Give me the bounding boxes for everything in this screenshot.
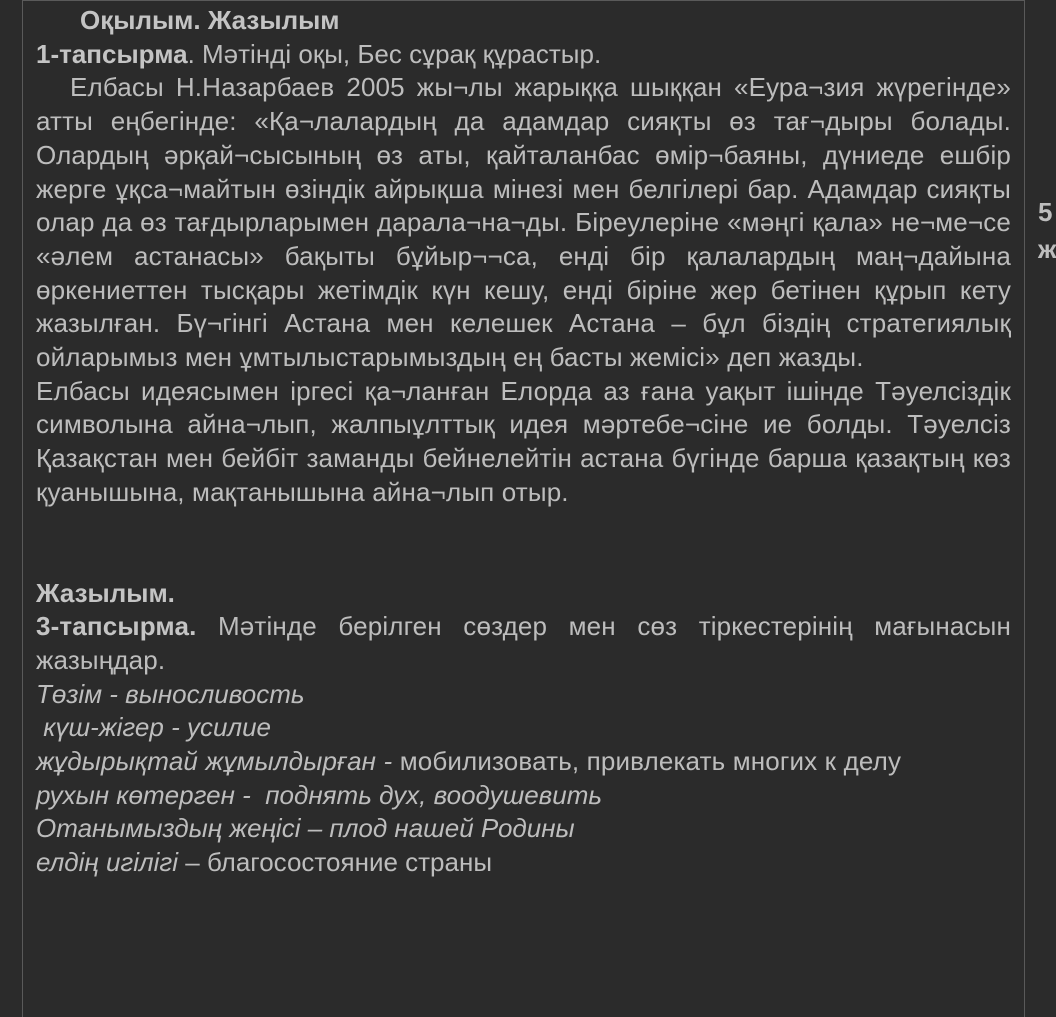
vocab-term: күш-жігер - усилие (36, 712, 272, 743)
document-body (36, 4, 1011, 880)
vocab-item-1 (36, 678, 1011, 712)
section-title-writing: Жазылым. (36, 577, 175, 608)
vocab-item-3 (36, 745, 1011, 779)
adjacent-column-text: ж (1038, 234, 1056, 264)
reading-paragraph-1: Елбасы Н.Назарбаев 2005 жы¬лы жарыққа шыққан «Еура¬зия жүрегінде» атты еңбегінде: «Қа¬лалардың да адамдар сияқты өз тағ¬дыры болады. Олардың әрқай¬сысының өз аты, қайталанбас өмір¬баяны, дүниеде ешбір жерге ұқса¬майтын өзіндік айрықша мінезі мен белгілері бар. Адамдар сияқты олар да өз тағдырларымен дарала¬на¬ды. Біреулеріне «мәңгі қала» не¬ме¬се «әлем астанасы» бақыты бұйыр¬¬са, енді бір қалалардың маң¬дайына өркениеттен тысқары жетімдік күн кешу, енді біріне жер бетінен құрып кету жазылған. Бү¬гінгі Астана мен келешек Астана – бұл біздің стратегиялық ойларымыз мен ұмтылыстарымыздың ең басты жемісі» деп жазды. (36, 72, 1011, 373)
vocab-term: Төзім - выносливость (36, 678, 305, 709)
vocab-item-2 (36, 711, 1011, 745)
vocab-item-5 (36, 812, 1011, 846)
adjacent-column-text: 5 (1038, 197, 1053, 227)
reading-paragraph-2: Елбасы идеясымен іргесі қа¬ланған Елорда аз ғана уақыт ішінде Тәуелсіздік символына айна¬лып, жалпыұлттық идея мәртебе¬сіне ие болды. Тәуелсіз Қазақстан мен бейбіт заманды бейнелейтін астана бүгінде барша қазақтың көз қуанышына, мақтанышына айна¬лып отыр. (36, 375, 1011, 507)
task-1-label: 1-тапсырма (36, 38, 188, 69)
spacer (36, 510, 1011, 577)
vocab-term: елдің игілігі (36, 847, 179, 878)
task-1 (36, 38, 1011, 72)
task-3-instruction: Мәтінде берілген сөздер мен сөз тіркестерінің мағынасын жазыңдар. (36, 611, 1011, 675)
vocab-term: Отанымыздың жеңісі – плод нашей Родины (36, 813, 575, 844)
vocab-item-6 (36, 846, 1011, 880)
vocab-item-4 (36, 779, 1011, 813)
vocab-translation: мобилизовать, привлекать многих к делу (399, 746, 902, 777)
vocab-term: рухын көтерген - поднять дух, воодушевить (36, 779, 603, 810)
task-3 (36, 610, 1011, 677)
vocab-translation: – благосостояние страны (178, 847, 493, 878)
vocab-term: жұдырықтай жұмылдырған - (36, 746, 400, 777)
page-title: Оқылым. Жазылым (80, 5, 340, 35)
task-1-instruction: . Мәтінді оқы, Бес сұрақ құрастыр. (187, 38, 602, 69)
task-3-label: 3-тапсырма. (36, 611, 197, 642)
